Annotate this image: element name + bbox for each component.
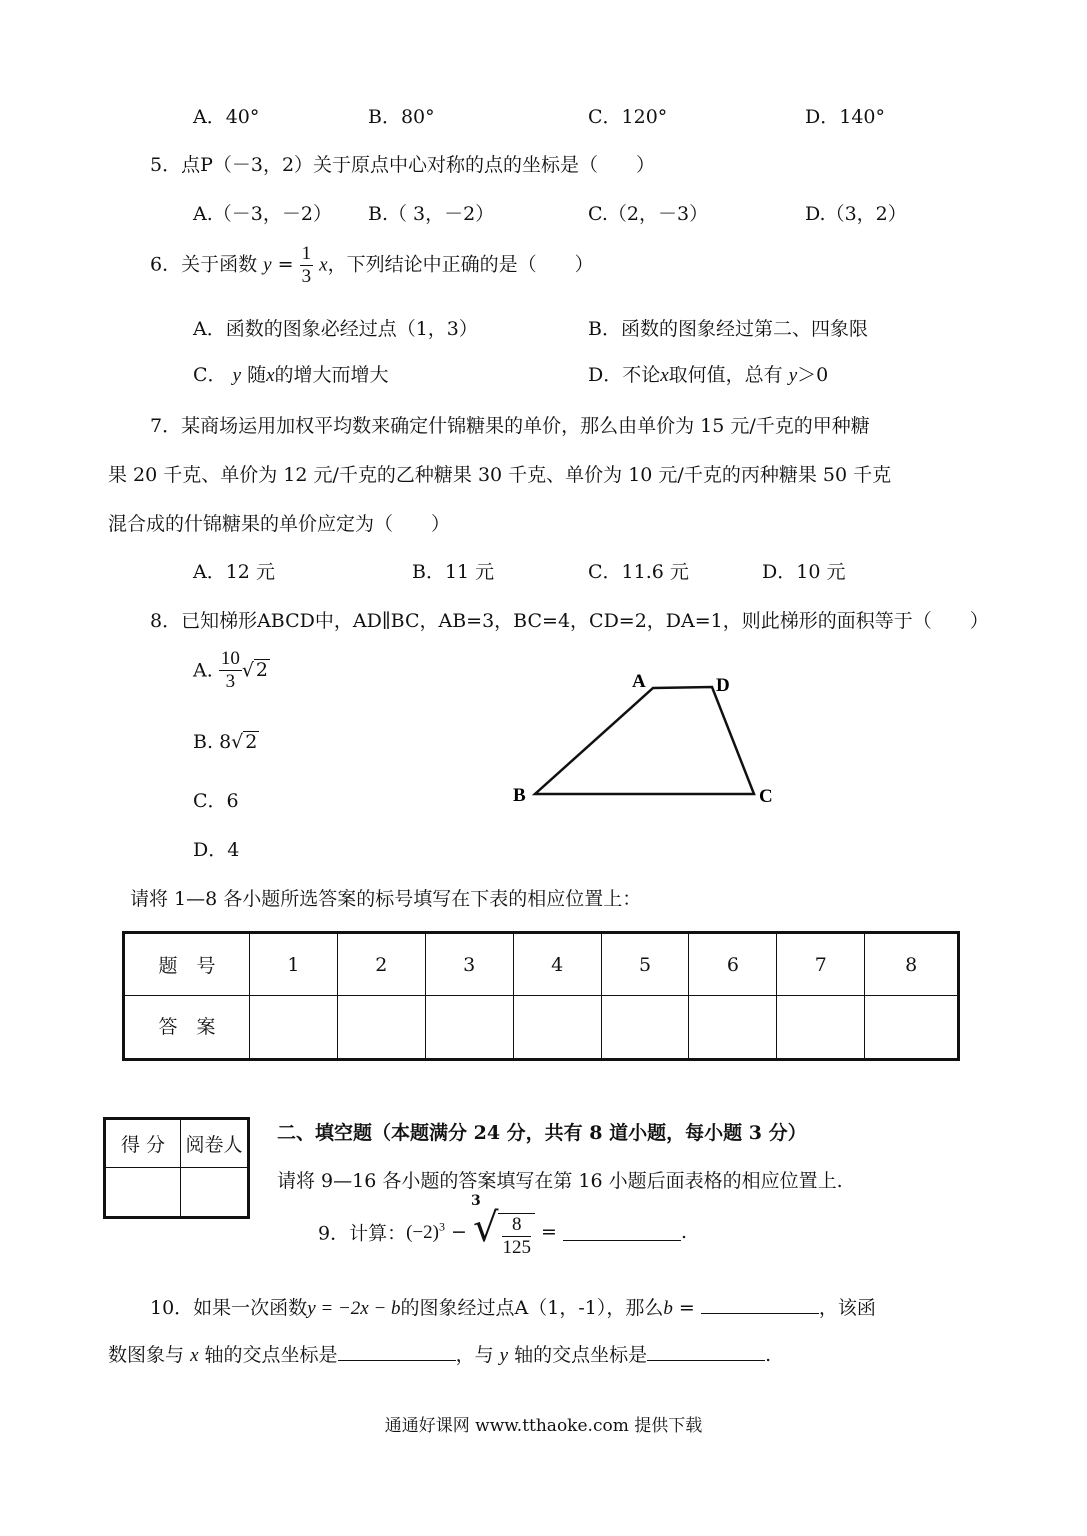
q5-option-c: C.（2，－3） bbox=[588, 203, 709, 225]
q6-c-y: y bbox=[232, 365, 242, 386]
score-input-row bbox=[105, 1168, 249, 1218]
col-5: 5 bbox=[601, 933, 689, 996]
q6-prefix: 6．关于函数 bbox=[150, 253, 258, 276]
grader-label: 阅卷人 bbox=[181, 1119, 249, 1168]
answer-cell-1[interactable] bbox=[250, 996, 338, 1060]
score-label: 得 分 bbox=[105, 1119, 181, 1168]
q6-c-x: x bbox=[266, 365, 275, 386]
q6-d-post: ＞0 bbox=[797, 364, 829, 386]
q7-line1: 7．某商场运用加权平均数来确定什锦糖果的单价，那么由单价为 15 元/千克的甲种糖 bbox=[150, 415, 870, 437]
q6-c-pre: C． bbox=[193, 364, 227, 386]
q6-d-mid: 取何值，总有 bbox=[668, 364, 783, 386]
q9-fraction bbox=[498, 1213, 535, 1259]
section2-title: 二、填空题（本题满分 24 分，共有 8 道小题，每小题 3 分） bbox=[277, 1122, 807, 1144]
q10-l2-p4: 轴的交点坐标是 bbox=[514, 1344, 648, 1366]
q4-option-d: D．140° bbox=[805, 106, 885, 128]
answer-cell-5[interactable] bbox=[601, 996, 689, 1060]
q6-num: 1 bbox=[301, 243, 312, 264]
vertex-label-b: B bbox=[513, 785, 526, 806]
q6-den: 3 bbox=[301, 265, 312, 287]
q8-a-label: A. bbox=[193, 659, 213, 682]
q9-root-index: 3 bbox=[470, 1193, 481, 1209]
q9-num: 8 bbox=[502, 1214, 531, 1237]
vertex-label-a: A bbox=[632, 671, 646, 692]
q8-a-fraction bbox=[219, 648, 242, 693]
q10-line2 bbox=[108, 1340, 771, 1367]
trapezoid-shape bbox=[535, 687, 754, 794]
q7-option-d: D．10 元 bbox=[762, 561, 846, 583]
q8-option-a bbox=[193, 648, 270, 693]
answer-cell-8[interactable] bbox=[865, 996, 959, 1060]
vertex-label-c: C bbox=[759, 786, 773, 807]
footer[interactable]: 通通好课网 www.tthaoke.com 提供下载 bbox=[384, 1416, 703, 1436]
q7-line3: 混合成的什锦糖果的单价应定为（ ） bbox=[108, 513, 451, 535]
score-table bbox=[103, 1117, 250, 1219]
col-8: 8 bbox=[865, 933, 959, 996]
answer-instruction: 请将 1—8 各小题所选答案的标号填写在下表的相应位置上： bbox=[130, 888, 642, 910]
q6-eq: = bbox=[271, 253, 300, 276]
trapezoid-figure bbox=[500, 665, 800, 815]
q8-option-c: C．6 bbox=[193, 790, 239, 812]
q6-d-y: y bbox=[788, 365, 798, 386]
q10-eq: = bbox=[672, 1297, 701, 1319]
q6-x: x bbox=[319, 254, 328, 276]
q6-option-c bbox=[193, 360, 389, 387]
q9-base: (−2) bbox=[406, 1222, 439, 1244]
answer-cell-7[interactable] bbox=[777, 996, 865, 1060]
col-6: 6 bbox=[689, 933, 777, 996]
q9-power bbox=[406, 1219, 445, 1244]
q9-den: 125 bbox=[502, 1237, 531, 1258]
q8-a-radicand: 2 bbox=[255, 659, 269, 682]
q6-option-b: B．函数的图象经过第二、四象限 bbox=[588, 318, 868, 340]
q7-line2: 果 20 千克、单价为 12 元/千克的乙种糖果 30 千克、单价为 10 元/千克的丙种糖果 50 千克 bbox=[108, 464, 892, 486]
q10-p1: 10．如果一次函数 bbox=[150, 1297, 308, 1319]
q7-option-c: C．11.6 元 bbox=[588, 561, 689, 583]
answer-cell-6[interactable] bbox=[689, 996, 777, 1060]
q10-x: x bbox=[190, 1345, 199, 1366]
q7-option-a: A．12 元 bbox=[193, 561, 275, 583]
q4-option-b: B．80° bbox=[368, 106, 435, 128]
q10-line1 bbox=[150, 1293, 876, 1320]
grader-cell[interactable] bbox=[181, 1168, 249, 1218]
q9-blank[interactable] bbox=[563, 1222, 681, 1241]
q9-exponent: 3 bbox=[438, 1219, 445, 1234]
q10-p3: ，该函 bbox=[818, 1297, 876, 1319]
answer-table bbox=[122, 931, 960, 1061]
answer-cell-3[interactable] bbox=[425, 996, 513, 1060]
q9-minus: − bbox=[444, 1220, 473, 1243]
q8-option-b bbox=[193, 731, 259, 753]
col-3: 3 bbox=[425, 933, 513, 996]
q9-root-sign: √ bbox=[472, 1205, 499, 1251]
q7-option-b: B．11 元 bbox=[412, 561, 495, 583]
q8-a-den: 3 bbox=[225, 670, 236, 692]
q10-func: y = −2x − b bbox=[307, 1298, 401, 1319]
q10-blank-x-intercept[interactable] bbox=[338, 1342, 456, 1361]
q6-suffix: ，下列结论中正确的是（ ） bbox=[327, 253, 594, 276]
q10-blank-b[interactable] bbox=[701, 1295, 819, 1314]
score-header-row bbox=[105, 1119, 249, 1168]
col-2: 2 bbox=[337, 933, 425, 996]
q10-l2-p1: 数图象与 bbox=[108, 1344, 185, 1366]
q5-option-d: D.（3，2） bbox=[805, 203, 907, 225]
q6-d-x: x bbox=[660, 365, 669, 386]
score-cell[interactable] bbox=[105, 1168, 181, 1218]
col-7: 7 bbox=[777, 933, 865, 996]
q6-option-a: A．函数的图象必经过点（1，3） bbox=[193, 318, 478, 340]
answer-table-answer-row bbox=[124, 996, 959, 1060]
q6-stem bbox=[150, 243, 594, 288]
q8-b-label: B. bbox=[193, 731, 214, 753]
q9-cube-root bbox=[470, 1193, 535, 1259]
q10-l2-p2: 轴的交点坐标是 bbox=[204, 1344, 338, 1366]
q10-end: . bbox=[765, 1344, 772, 1366]
col-4: 4 bbox=[513, 933, 601, 996]
vertex-label-d: D bbox=[716, 675, 730, 696]
answer-table-number-row bbox=[124, 933, 959, 996]
q5-option-b: B.（ 3，－2） bbox=[368, 203, 495, 225]
q10-blank-y-intercept[interactable] bbox=[647, 1342, 765, 1361]
q8-a-num: 10 bbox=[220, 648, 240, 669]
q9-eq: = bbox=[534, 1220, 563, 1243]
q9 bbox=[318, 1193, 688, 1271]
q6-option-d bbox=[588, 360, 828, 387]
answer-cell-4[interactable] bbox=[513, 996, 601, 1060]
q6-c-mid: 随 bbox=[247, 364, 267, 386]
q6-y: y bbox=[263, 254, 272, 276]
row-header-answer: 答 案 bbox=[124, 996, 250, 1060]
q10-l2-p3: ，与 bbox=[455, 1344, 494, 1366]
q8-stem: 8．已知梯形ABCD中，AD∥BC，AB=3，BC=4，CD=2，DA=1，则此梯形的面积等于（ ） bbox=[150, 610, 989, 632]
q6-fraction bbox=[300, 243, 314, 288]
q6-d-pre: D．不论 bbox=[588, 364, 661, 386]
section2-instruction: 请将 9—16 各小题的答案填写在第 16 小题后面表格的相应位置上. bbox=[277, 1170, 843, 1192]
q5-option-a: A.（－3，－2） bbox=[193, 203, 332, 225]
answer-cell-2[interactable] bbox=[337, 996, 425, 1060]
q4-option-c: C．120° bbox=[588, 106, 668, 128]
q8-b-coef: 8 bbox=[219, 731, 232, 753]
q10-y: y bbox=[499, 1345, 509, 1366]
col-1: 1 bbox=[250, 933, 338, 996]
q8-option-d: D．4 bbox=[193, 839, 240, 861]
row-header-number: 题 号 bbox=[124, 933, 250, 996]
q10-b: b bbox=[663, 1298, 673, 1319]
q8-a-root-sign: √ bbox=[241, 659, 254, 682]
q10-p2: 的图象经过点A（1，-1），那么 bbox=[400, 1297, 664, 1319]
q8-b-radicand: 2 bbox=[245, 731, 258, 753]
q9-label: 9．计算： bbox=[318, 1222, 407, 1245]
q4-option-a: A．40° bbox=[193, 106, 260, 128]
q8-b-root-sign: √ bbox=[231, 731, 244, 753]
q5-stem: 5．点P（－3，2）关于原点中心对称的点的坐标是（ ） bbox=[150, 154, 656, 176]
q6-c-post: 的增大而增大 bbox=[274, 364, 389, 386]
q9-end: . bbox=[680, 1220, 688, 1243]
